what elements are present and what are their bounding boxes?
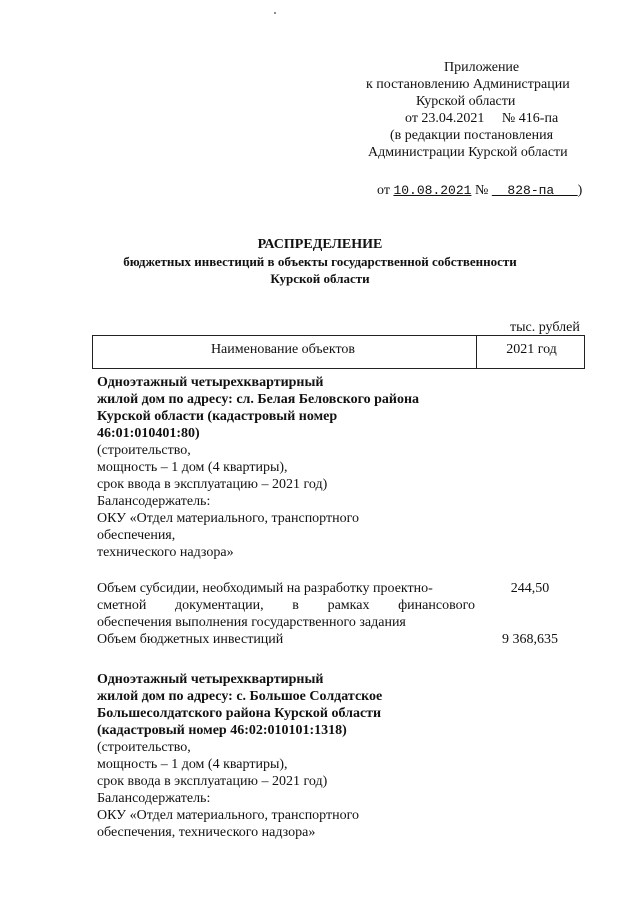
subsidy-line: сметной документации, в рамках финансового xyxy=(97,598,475,613)
object-detail-line: обеспечения, технического надзора» xyxy=(97,825,316,840)
header-line: Администрации Курской области xyxy=(368,145,568,160)
subtitle-line: Курской области xyxy=(270,271,370,286)
subsidy-line: Объем субсидии, необходимый на разработку проектно- xyxy=(97,581,433,596)
object-title-line: Одноэтажный четырехквартирный xyxy=(97,375,324,390)
investment-value-1: 9 368,635 xyxy=(502,632,558,647)
object-detail-line: Балансодержатель: xyxy=(97,494,211,509)
object-detail-line: технического надзора» xyxy=(97,545,234,560)
header-line: к постановлению Администрации xyxy=(366,77,570,92)
object-detail-line: мощность – 1 дом (4 квартиры), xyxy=(97,460,288,475)
ref-suffix: ) xyxy=(577,183,583,198)
ref-number-sign: № xyxy=(471,183,492,198)
ref-prefix: от xyxy=(377,183,394,198)
object-title-line: Курской области (кадастровый номер xyxy=(97,409,338,424)
object-title-line: жилой дом по адресу: с. Большое Солдатское xyxy=(97,689,383,704)
subsidy-line: обеспечения выполнения государственного задания xyxy=(97,615,406,630)
object-detail-line: обеспечения, xyxy=(97,528,176,543)
scan-dot xyxy=(274,12,276,14)
object-detail-line: срок ввода в эксплуатацию – 2021 год) xyxy=(97,477,328,492)
object-detail-line: Балансодержатель: xyxy=(97,791,211,806)
object-title-line: 46:01:010401:80) xyxy=(97,426,200,441)
header-line: Приложение xyxy=(444,60,520,75)
subsidy-text-1 xyxy=(97,580,475,648)
revision-reference xyxy=(377,182,582,199)
object-title-line: (кадастровый номер 46:02:010101:1318) xyxy=(97,723,347,738)
ref-number: 828-па xyxy=(491,183,578,198)
ref-date: 10.08.2021 xyxy=(393,183,472,198)
investment-label: Объем бюджетных инвестиций xyxy=(97,632,284,647)
object-detail-line: срок ввода в эксплуатацию – 2021 год) xyxy=(97,774,328,789)
column-header-name: Наименование объектов xyxy=(210,342,356,357)
object-detail-line: (строительство, xyxy=(97,443,191,458)
object-title-line: Большесолдатского района Курской области xyxy=(97,706,382,721)
object-2 xyxy=(97,671,477,841)
object-detail-line: ОКУ «Отдел материального, транспортного xyxy=(97,808,360,823)
document-title: РАСПРЕДЕЛЕНИЕ xyxy=(257,237,383,252)
subtitle-line: бюджетных инвестиций в объекты государственной собственности xyxy=(123,254,517,269)
document-subtitle xyxy=(0,253,640,287)
column-header-year: 2021 год xyxy=(506,342,557,357)
header-line: (в редакции постановления xyxy=(390,128,554,143)
object-title-line: Одноэтажный четырехквартирный xyxy=(97,672,324,687)
object-detail-line: ОКУ «Отдел материального, транспортного xyxy=(97,511,360,526)
appendix-header xyxy=(366,59,586,161)
object-1 xyxy=(97,374,477,561)
header-line: от 23.04.2021 № 416-па xyxy=(405,111,559,126)
table-header xyxy=(92,335,585,369)
subsidy-value-1: 244,50 xyxy=(510,581,550,596)
header-line: Курской области xyxy=(416,94,516,109)
object-title-line: жилой дом по адресу: сл. Белая Беловского района xyxy=(97,392,420,407)
object-detail-line: мощность – 1 дом (4 квартиры), xyxy=(97,757,288,772)
object-detail-line: (строительство, xyxy=(97,740,191,755)
units-label: тыс. рублей xyxy=(510,320,580,335)
